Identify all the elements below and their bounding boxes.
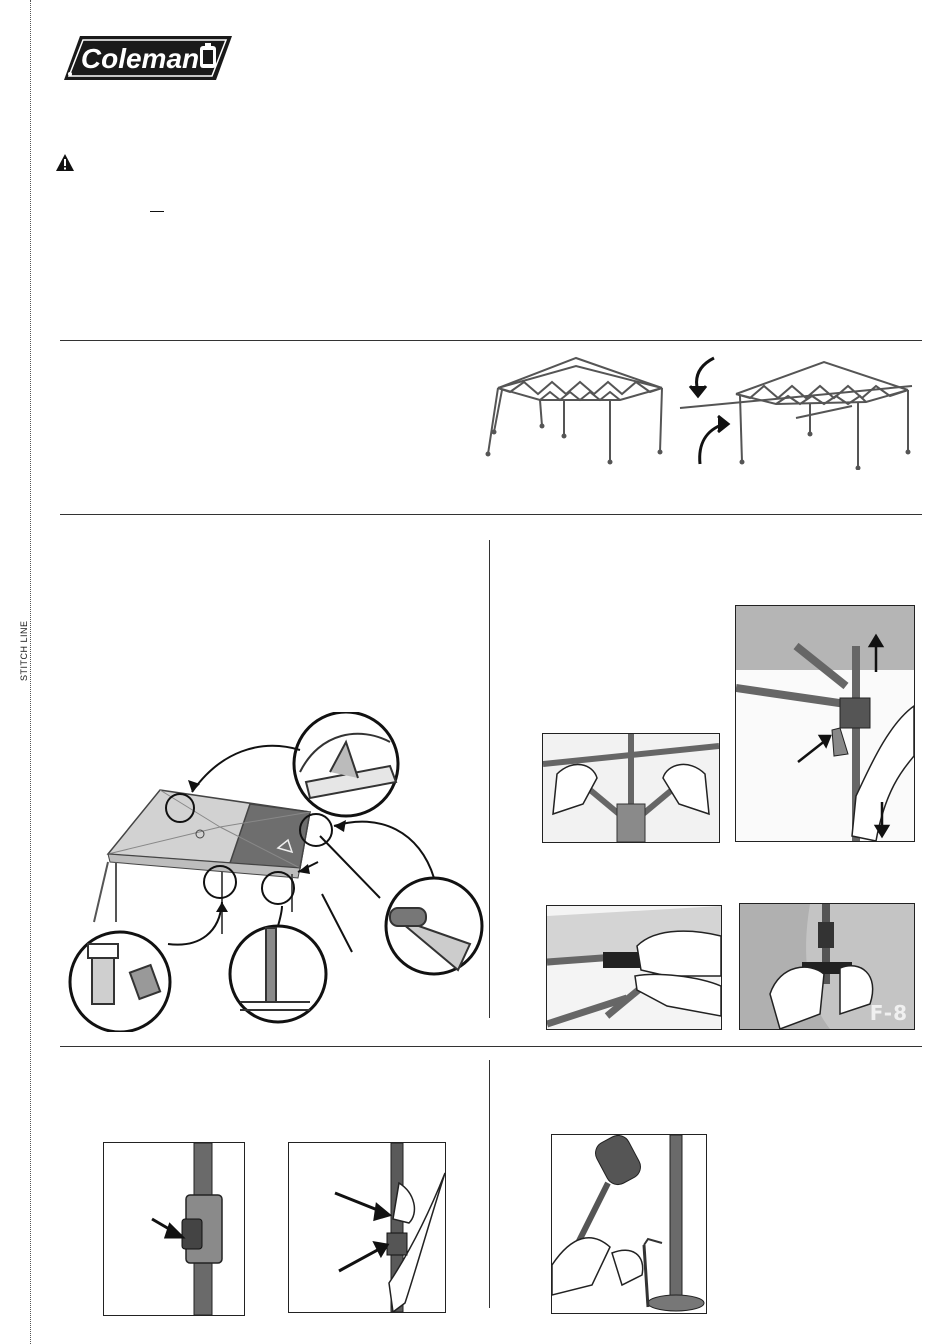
section-divider-3 [60,1046,922,1047]
stitch-line [30,0,31,1344]
column-divider-2 [489,1060,490,1308]
frame-illustration-2 [676,352,922,470]
figure-label: F-8 [869,1001,908,1025]
figure-panel-strap-pull [546,905,722,1030]
coleman-logo [62,32,234,84]
figure-panel-leg-adjust [288,1142,446,1313]
stitch-line-label: STITCH LINE [19,620,29,681]
lantern-icon [200,43,216,68]
warning-triangle-icon [55,153,75,173]
figure-panel-stake-hammer [551,1134,707,1314]
canopy-detail-illustration [60,712,485,1032]
logo-wordmark: Coleman [80,43,200,74]
figure-panel-leg-button [103,1142,245,1316]
frame-illustration-1 [480,352,672,470]
column-divider-1 [489,540,490,1018]
figure-panel-hands-frame [542,733,720,843]
figure-panel-leg-slider [735,605,915,842]
underline-dash [150,211,164,212]
arrow-icon [690,358,728,464]
section-divider-1 [60,340,922,341]
figure-panel-strap-tie [739,903,915,1030]
section-divider-2 [60,514,922,515]
